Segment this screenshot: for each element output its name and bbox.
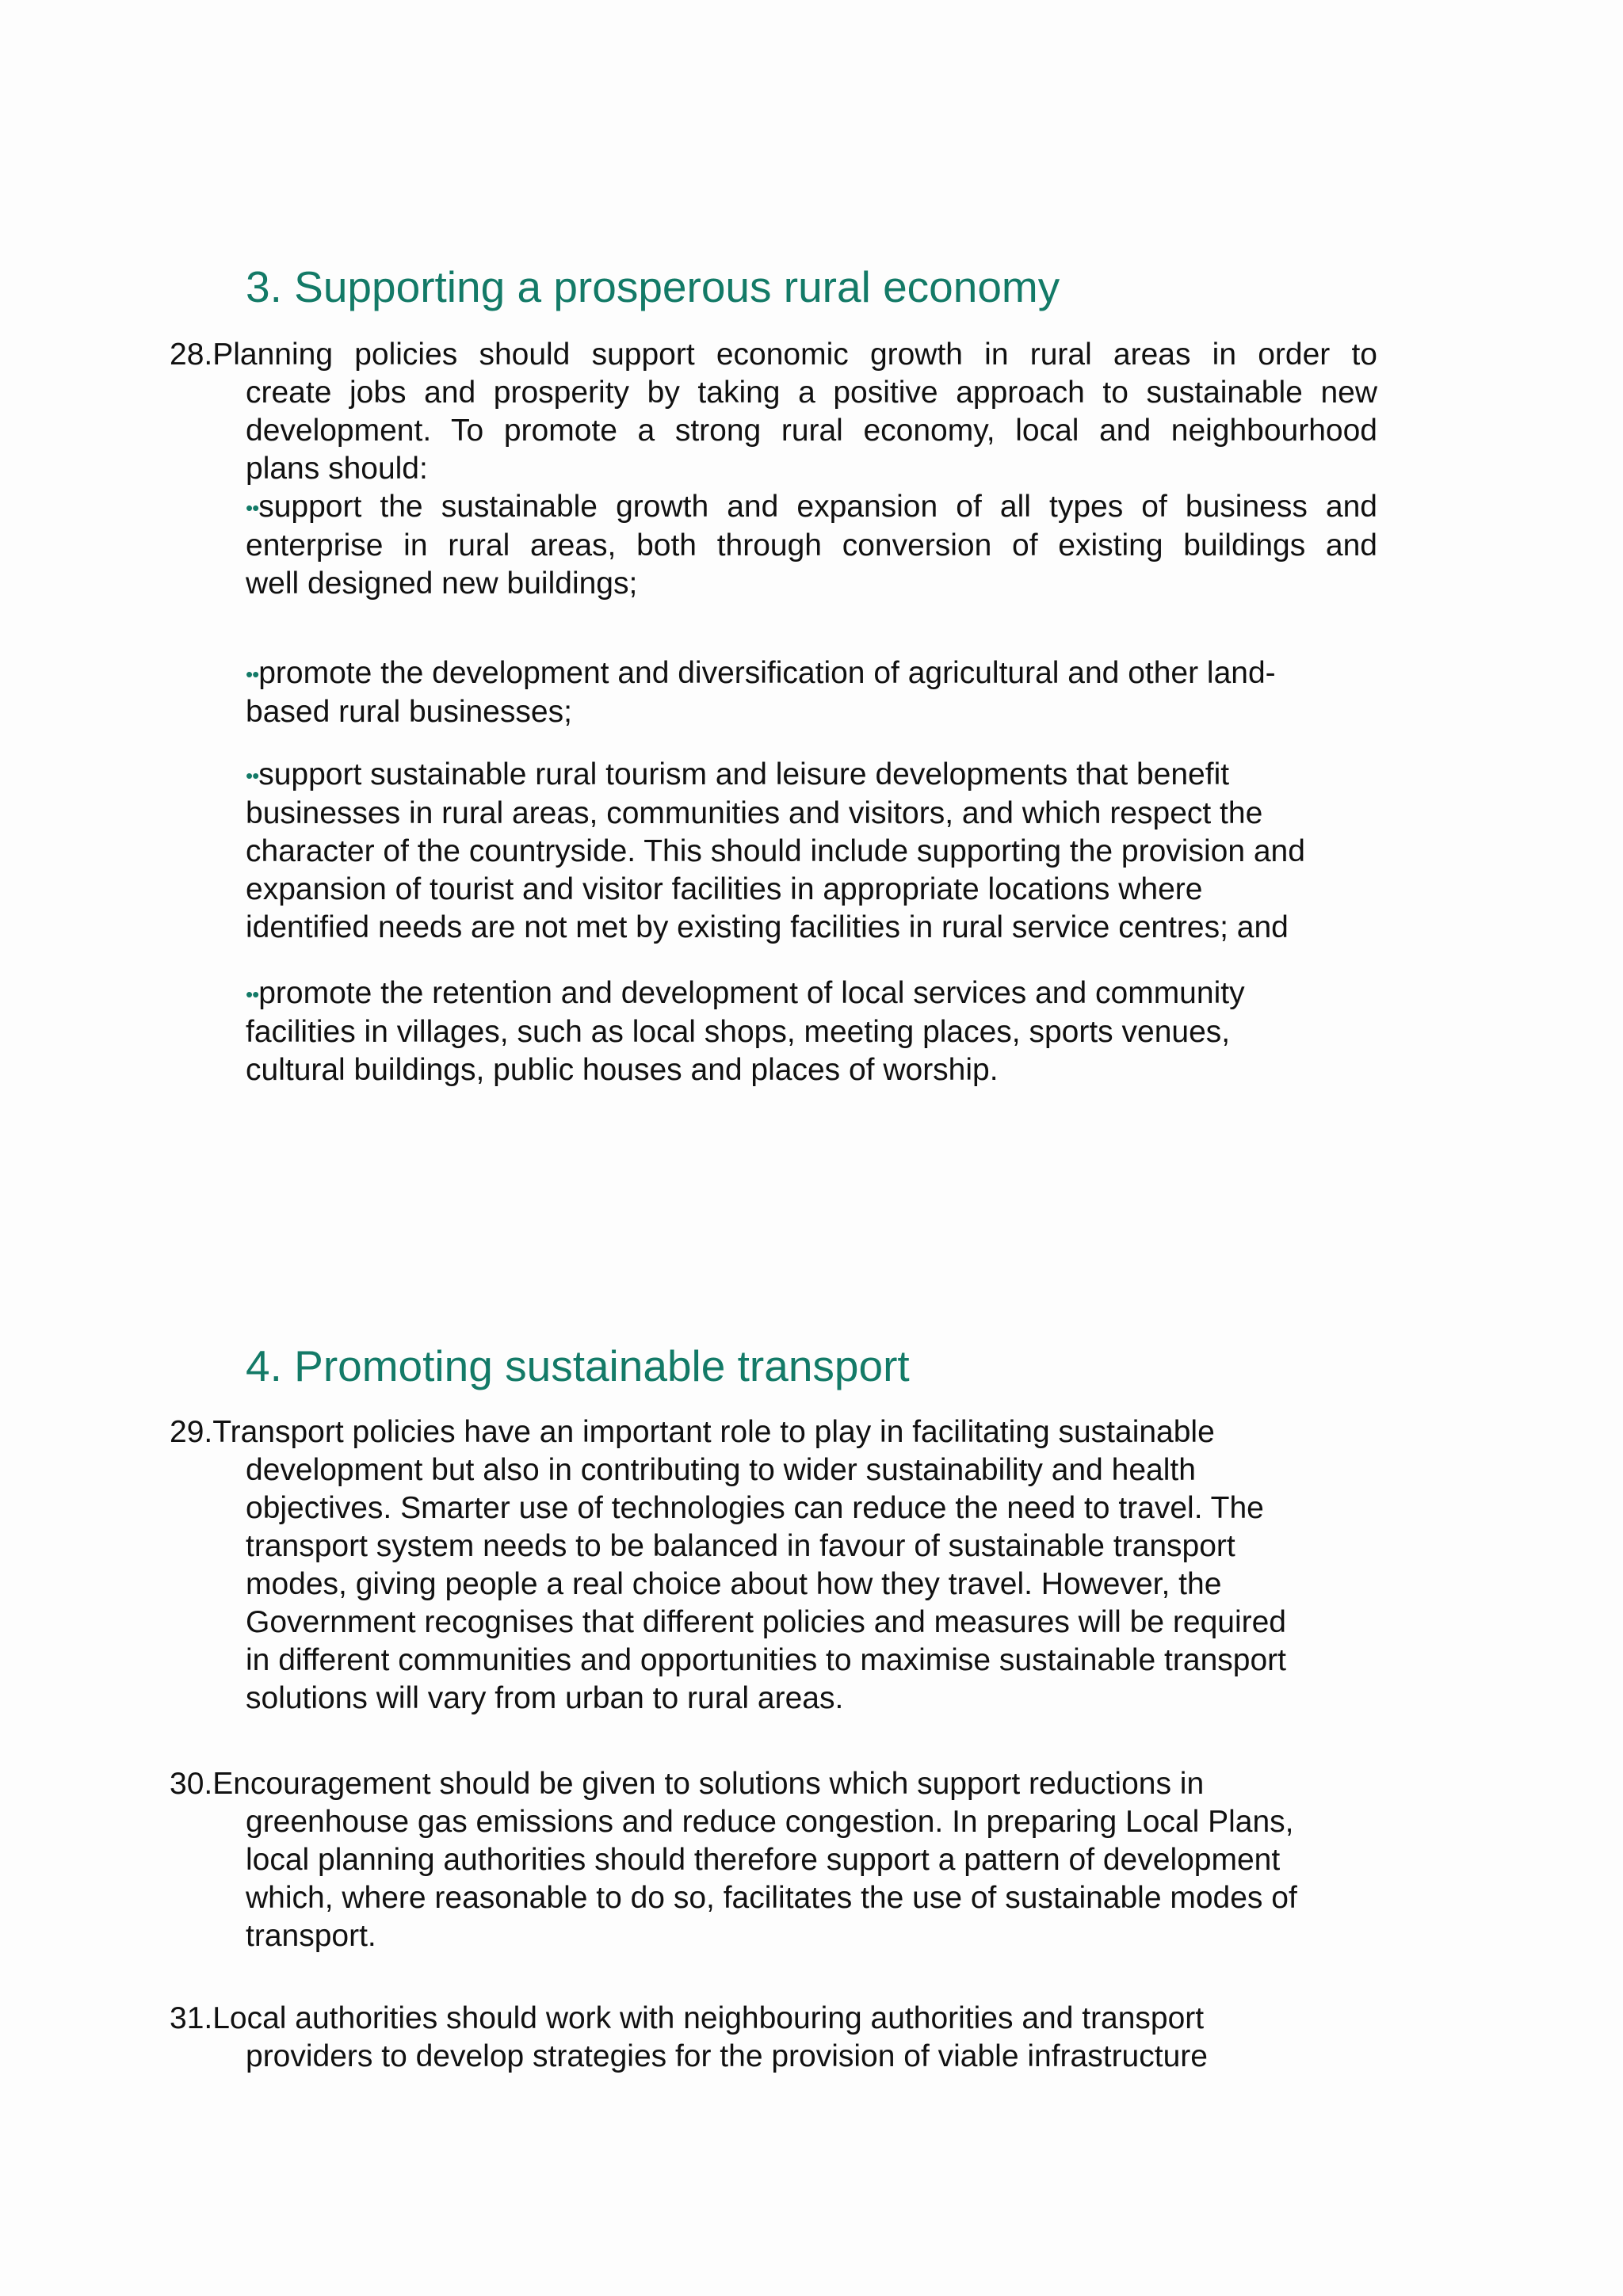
- paragraph-30-line: greenhouse gas emissions and reduce congestion. In preparing Local Plans,: [246, 1805, 1294, 1839]
- paragraph-28-line: development. To promote a strong rural economy, local and neighbourhood: [246, 414, 1377, 448]
- bullet-item-4: [246, 974, 1377, 1089]
- bullet-text: character of the countryside. This should include supporting the provision and: [246, 834, 1305, 868]
- paragraph-29-first-line: [170, 1413, 1215, 1451]
- bullet-item-1: [246, 488, 1377, 603]
- bullet-dots-icon: ••: [246, 662, 259, 686]
- paragraph-30-line: transport.: [246, 1919, 376, 1953]
- bullet-dots-icon: ••: [246, 496, 259, 520]
- paragraph-31-first-line: [170, 2000, 1204, 2038]
- paragraph-28-first-text: Planning policies should support economic growth in rural areas in order to: [212, 338, 1377, 372]
- paragraph-30-first-line: [170, 1765, 1204, 1803]
- bullet-item-3: [246, 756, 1377, 947]
- section-3-heading: 3. Supporting a prosperous rural economy: [246, 262, 1060, 311]
- paragraph-28-line: create jobs and prosperity by taking a positive approach to sustainable new: [246, 376, 1377, 410]
- bullet-text: promote the development and diversification of agricultural and other land-: [258, 656, 1276, 690]
- paragraph-29-line: objectives. Smarter use of technologies can reduce the need to travel. The: [246, 1491, 1264, 1525]
- bullet-text: support sustainable rural tourism and leisure developments that benefit: [258, 757, 1230, 791]
- bullet-item-2: [246, 654, 1377, 731]
- paragraph-29-first-text: Transport policies have an important role to play in facilitating sustainable: [212, 1415, 1215, 1449]
- paragraph-31-line: providers to develop strategies for the provision of viable infrastructure: [246, 2039, 1208, 2073]
- bullet-text: identified needs are not met by existing facilities in rural service centres; and: [246, 910, 1289, 944]
- paragraph-31-body: [246, 2038, 1208, 2076]
- paragraph-30-number: 30.: [170, 1767, 213, 1801]
- paragraph-31-first-text: Local authorities should work with neighbouring authorities and transport: [212, 2001, 1205, 2035]
- bullet-text: cultural buildings, public houses and places of worship.: [246, 1053, 999, 1087]
- paragraph-29-line: modes, giving people a real choice about how they travel. However, the: [246, 1567, 1222, 1601]
- section-4-heading: 4. Promoting sustainable transport: [246, 1341, 910, 1390]
- paragraph-29-line: transport system needs to be balanced in favour of sustainable transport: [246, 1529, 1235, 1563]
- paragraph-28-line: plans should:: [246, 452, 428, 486]
- paragraph-28-first-line: [170, 336, 1377, 374]
- paragraph-28-number: 28.: [170, 338, 213, 372]
- bullet-text: well designed new buildings;: [246, 566, 638, 601]
- paragraph-31-number: 31.: [170, 2001, 213, 2035]
- bullet-dots-icon: ••: [246, 982, 259, 1006]
- bullet-text: based rural businesses;: [246, 695, 572, 729]
- bullet-text: facilities in villages, such as local shops, meeting places, sports venues,: [246, 1015, 1231, 1049]
- paragraph-30-line: which, where reasonable to do so, facilitates the use of sustainable modes of: [246, 1881, 1297, 1915]
- paragraph-30-first-text: Encouragement should be given to solutions which support reductions in: [212, 1767, 1205, 1801]
- paragraph-30-body: [246, 1803, 1297, 1955]
- bullet-text: promote the retention and development of local services and community: [258, 976, 1245, 1010]
- paragraph-29-line: development but also in contributing to wider sustainability and health: [246, 1453, 1196, 1487]
- bullet-dots-icon: ••: [246, 764, 259, 788]
- paragraph-29-line: solutions will vary from urban to rural areas.: [246, 1681, 844, 1715]
- paragraph-30-line: local planning authorities should therefore support a pattern of development: [246, 1843, 1281, 1877]
- paragraph-29-line: Government recognises that different policies and measures will be required: [246, 1605, 1286, 1639]
- bullet-text: businesses in rural areas, communities and visitors, and which respect the: [246, 796, 1263, 830]
- bullet-text: support the sustainable growth and expansion of all types of business and: [258, 490, 1377, 524]
- paragraph-29-body: [246, 1451, 1286, 1718]
- bullet-text: enterprise in rural areas, both through conversion of existing buildings and: [246, 528, 1377, 563]
- paragraph-29-number: 29.: [170, 1415, 213, 1449]
- bullet-text: expansion of tourist and visitor facilities in appropriate locations where: [246, 872, 1203, 906]
- paragraph-29-line: in different communities and opportunities to maximise sustainable transport: [246, 1643, 1286, 1677]
- paragraph-28-body: [246, 374, 1377, 488]
